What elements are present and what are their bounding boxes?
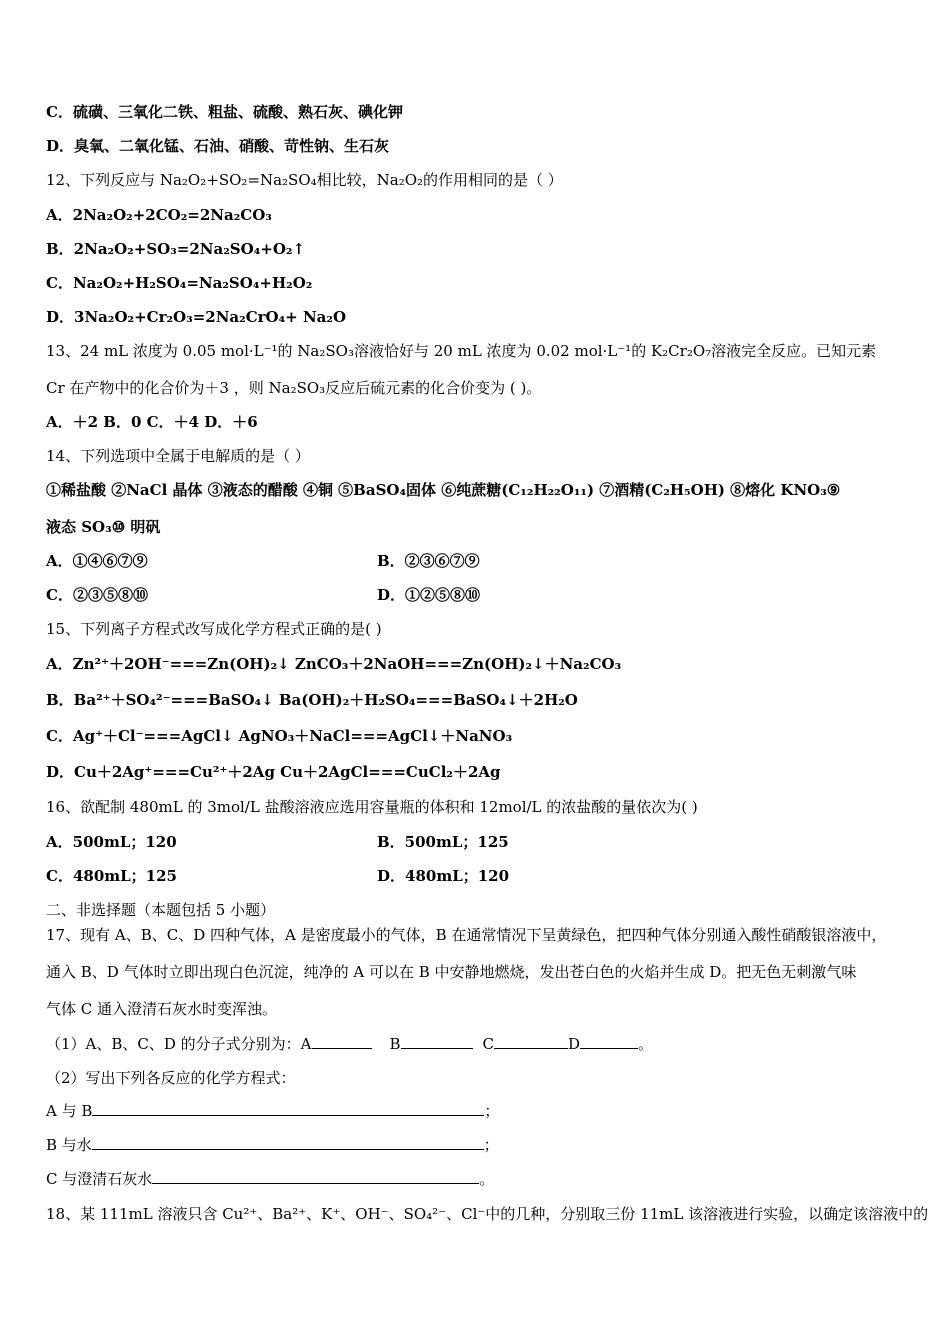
question-17-line3: 气体 C 通入澄清石灰水时变浑浊。 (46, 1000, 278, 1018)
blank-c[interactable] (494, 1034, 568, 1049)
q14-option-d: D．①②⑤⑧⑩ (377, 586, 481, 604)
question-16: 16、欲配制 480mL 的 3mol/L 盐酸溶液应选用容量瓶的体积和 12mol/L 的浓盐酸的量依次为( ) (46, 798, 698, 816)
question-12: 12、下列反应与 Na₂O₂+SO₂=Na₂SO₄相比较，Na₂O₂的作用相同的是（ ） (46, 171, 563, 189)
blank-reaction-c-limewater[interactable] (152, 1169, 479, 1184)
question-13-line2: Cr 在产物中的化合价为＋3 ，则 Na₂SO₃反应后硫元素的化合价变为 ( )。 (46, 379, 542, 397)
blank-reaction-a-b[interactable] (92, 1101, 484, 1116)
q12-option-a: A．2Na₂O₂+2CO₂=2Na₂CO₃ (46, 206, 272, 224)
q12-option-c: C．Na₂O₂+H₂SO₄=Na₂SO₄+H₂O₂ (46, 274, 313, 292)
q14-items-line2: 液态 SO₃⑩ 明矾 (46, 518, 161, 536)
reaction-c-limewater (46, 1169, 494, 1189)
label-b: B (389, 1035, 401, 1053)
option-d-line: D．臭氧、二氧化锰、石油、硝酸、苛性钠、生石灰 (46, 137, 390, 155)
reaction-a-b-end: ； (484, 1102, 500, 1120)
blank-d[interactable] (580, 1034, 638, 1049)
question-18: 18、某 111mL 溶液只含 Cu²⁺、Ba²⁺、K⁺、OH⁻、SO₄²⁻、Cl⁻中的几种，分别取三份 11mL 该溶液进行实验，以确定该溶液中的 (46, 1205, 929, 1223)
label-c: C (482, 1035, 495, 1053)
q17-part1-prompt: （1）A、B、C、D 的分子式分别为：A (46, 1035, 312, 1053)
question-14: 14、下列选项中全属于电解质的是（ ） (46, 447, 310, 465)
part1-end: 。 (638, 1035, 654, 1053)
reaction-c-limewater-end: 。 (479, 1170, 495, 1188)
blank-b[interactable] (401, 1034, 473, 1049)
question-17-line2: 通入 B、D 气体时立即出现白色沉淀，纯净的 A 可以在 B 中安静地燃烧，发出苍白色的火焰并生成 D。把无色无刺激气味 (46, 963, 857, 981)
q16-option-a: A．500mL；120 (46, 833, 177, 851)
question-17-line1: 17、现有 A、B、C、D 四种气体，A 是密度最小的气体，B 在通常情况下呈黄绿色，把四种气体分别通入酸性硝酸银溶液中， (46, 926, 887, 944)
q15-option-d: D．Cu＋2Ag⁺===Cu²⁺＋2Ag Cu＋2AgCl===CuCl₂＋2Ag (46, 763, 501, 781)
q13-options: A．＋2 B．0 C．＋4 D．＋6 (46, 413, 258, 431)
label-d: D (568, 1035, 581, 1053)
reaction-c-limewater-label: C 与澄清石灰水 (46, 1170, 153, 1188)
q16-option-b: B．500mL；125 (377, 833, 509, 851)
q17-part1 (46, 1034, 653, 1054)
option-c-line: C．硫磺、三氧化二铁、粗盐、硫酸、熟石灰、碘化钾 (46, 103, 403, 121)
reaction-a-b-label: A 与 B (46, 1102, 93, 1120)
question-13-line1: 13、24 mL 浓度为 0.05 mol·L⁻¹的 Na₂SO₃溶液恰好与 20 mL 浓度为 0.02 mol·L⁻¹的 K₂Cr₂O₇溶液完全反应。已知元素 (46, 342, 877, 360)
q15-option-b: B．Ba²⁺＋SO₄²⁻===BaSO₄↓ Ba(OH)₂＋H₂SO₄===BaSO₄↓＋2H₂O (46, 691, 578, 709)
q12-option-b: B．2Na₂O₂+SO₃=2Na₂SO₄+O₂↑ (46, 240, 306, 258)
q12-option-d: D．3Na₂O₂+Cr₂O₃=2Na₂CrO₄+ Na₂O (46, 308, 347, 326)
reaction-a-b (46, 1101, 499, 1121)
section-2-heading: 二、非选择题（本题包括 5 小题） (46, 901, 276, 919)
blank-a[interactable] (312, 1034, 372, 1049)
q16-option-c: C．480mL；125 (46, 867, 177, 885)
blank-reaction-b-water[interactable] (92, 1135, 484, 1150)
q14-items-line1: ①稀盐酸 ②NaCl 晶体 ③液态的醋酸 ④铜 ⑤BaSO₄固体 ⑥纯蔗糖(C₁₂H₂₂O₁₁) ⑦酒精(C₂H₅OH) ⑧熔化 KNO₃⑨ (46, 481, 841, 499)
reaction-b-water-label: B 与水 (46, 1136, 92, 1154)
reaction-b-water-end: ； (483, 1136, 499, 1154)
q15-option-a: A．Zn²⁺＋2OH⁻===Zn(OH)₂↓ ZnCO₃＋2NaOH===Zn(OH)₂↓＋Na₂CO₃ (46, 655, 622, 673)
q17-part2: （2）写出下列各反应的化学方程式： (46, 1069, 296, 1087)
q14-option-b: B．②③⑥⑦⑨ (377, 552, 480, 570)
q16-option-d: D．480mL；120 (377, 867, 510, 885)
question-15: 15、下列离子方程式改写成化学方程式正确的是( ) (46, 620, 382, 638)
q14-option-a: A．①④⑥⑦⑨ (46, 552, 148, 570)
q15-option-c: C．Ag⁺＋Cl⁻===AgCl↓ AgNO₃＋NaCl===AgCl↓＋NaNO₃ (46, 727, 513, 745)
q14-option-c: C．②③⑤⑧⑩ (46, 586, 148, 604)
reaction-b-water (46, 1135, 499, 1155)
